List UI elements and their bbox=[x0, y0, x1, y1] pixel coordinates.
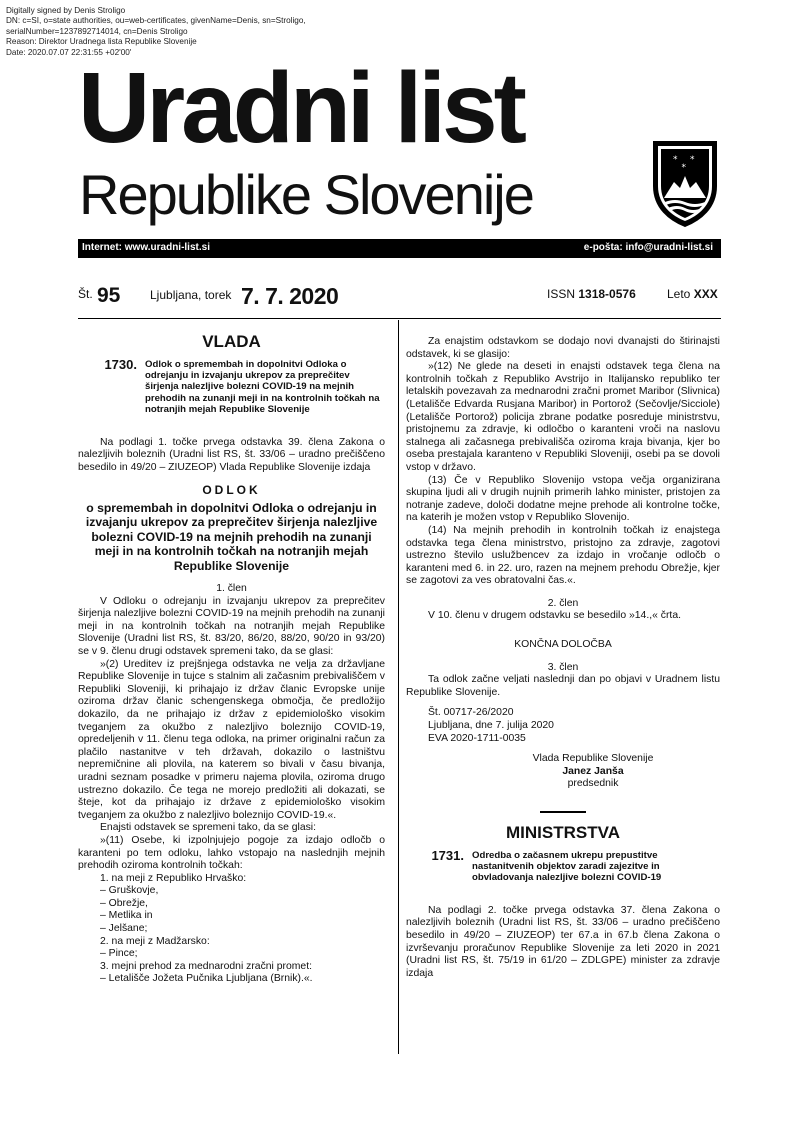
issue-line bbox=[78, 283, 721, 313]
reference-eva: EVA 2020-1711-0035 bbox=[428, 732, 526, 744]
masthead-subtitle: Republike Slovenije bbox=[79, 163, 533, 226]
signature-line: serialNumber=1237892714014, cn=Denis Stroligo bbox=[6, 26, 188, 36]
issue-number: 95 bbox=[97, 284, 121, 307]
spacer bbox=[406, 896, 720, 905]
act-heading bbox=[78, 356, 385, 416]
act-heading bbox=[406, 847, 720, 884]
issue-city-day: Ljubljana, torek bbox=[150, 288, 232, 302]
left-column bbox=[78, 332, 385, 986]
article-heading: 2. člen bbox=[547, 597, 579, 609]
svg-text:*: * bbox=[673, 155, 678, 165]
masthead-contact-bar bbox=[78, 239, 721, 258]
paragraph: Na podlagi 2. točke prvega odstavka 37. člena Zakona o nalezljivih boleznih (Uradni list RS, št. 33/06 – uradno prečiščeno besedilo in 49/20 – ZIUZEOP) ter 67.a in 67.b člena Zakona o izvrševanju proračunov Republike Slovenije za leti 2020 in 2021 (Uradni list RS, št. 75/19 in 61/20 – ZDLGPE) minister za zdravje izdaja bbox=[406, 904, 720, 979]
list-item: – Jelšane; bbox=[100, 923, 148, 935]
signatory-role: predsednik bbox=[567, 778, 619, 790]
paragraph: (13) Če v Republiko Slovenijo vstopa večja organizirana skupina ljudi ali v drugih nujnih primerih lahko minister, pristojen za notranje zadeve, določi dodatne mejne prehode ali kontrolne točke, na katerih je možen vstop v Republiko Slovenijo. bbox=[406, 474, 720, 524]
paragraph: »(12) Ne glede na deseti in enajsti odstavek tega člena na kontrolnih točkah z Republiko Avstrijo in Italijansko republiko ter letalskih povezavah za mednarodni zračni promet Maribor (Slivnica) (Letališče Edvarda Rusjana Maribor) in Portorož (Sečovlje/Sicciole) (Letališče Portorož) policija zbrane podatke posreduje ministrstvu, pristojnemu za zdravje, ki odločbo o karanteni vroči na naslovu stalnega ali začasnega prebivališča oziroma kraja bivanja, kjer bo oseba prestajala karanteno v Republiki Sloveniji, osebi pa se dovoli vstop v državo. bbox=[406, 361, 720, 473]
list-item: 1. na meji z Republiko Hrvaško: bbox=[100, 872, 247, 884]
spacer bbox=[406, 745, 720, 753]
reference-date: Ljubljana, dne 7. julija 2020 bbox=[428, 720, 554, 732]
issue-number-label: Št. bbox=[78, 287, 93, 301]
list-item: – Gruškovje, bbox=[100, 885, 159, 897]
paragraph: Za enajstim odstavkom se dodajo novi dvanajsti do štirinajsti odstavek, ki se glasijo: bbox=[406, 336, 720, 360]
signature-line: Digitally signed by Denis Stroligo bbox=[6, 6, 126, 15]
year-volume bbox=[667, 287, 718, 301]
paragraph: (14) Na mejnih prehodih in kontrolnih točkah iz enajstega odstavka tega člena ministrstvo, pristojno za zdravje, zagotovi ustrezno število uslužbencev za izdajo in vročanje odločb o karanteni med 6. in 22. uro, razen na mejnem prehodu Obrežje, kjer se zagotovi za ves obratovalni čas.«. bbox=[406, 524, 720, 587]
issn-value: 1318-0576 bbox=[578, 287, 636, 301]
list-item: 2. na meji z Madžarsko: bbox=[100, 935, 210, 947]
signature-line: DN: c=SI, o=state authorities, ou=web-certificates, givenName=Denis, sn=Stroligo, bbox=[6, 16, 306, 26]
slovenia-coat-of-arms-icon bbox=[650, 138, 720, 228]
issn bbox=[547, 287, 636, 301]
act-number: 1731. bbox=[431, 847, 464, 863]
act-title: Odredba o začasnem ukrepu prepustitve nastanitvenih objektov zaradi zajezitve in obvladovanja nalezljive bolezni COVID-19 bbox=[472, 849, 662, 884]
signatory-name: Janez Janša bbox=[562, 765, 624, 777]
svg-text:*: * bbox=[690, 155, 695, 165]
issn-label: ISSN bbox=[547, 287, 576, 301]
article-heading: 3. člen bbox=[547, 661, 579, 673]
section-rule bbox=[540, 811, 586, 813]
reference-number: Št. 00717-26/2020 bbox=[428, 707, 514, 719]
final-provision-heading: KONČNA DOLOČBA bbox=[514, 639, 612, 651]
list-item: – Obrežje, bbox=[100, 897, 148, 909]
act-title: Odlok o spremembah in dopolnitvi Odloka o odrejanju in izvajanju ukrepov za preprečitev širjenja nalezljive bolezni COVID-19 na mejnih prehodih na zunanji meji in na kontrolnih točkah na notranjih mejah Republike Slovenije bbox=[145, 358, 380, 416]
issue-date: 7. 7. 2020 bbox=[241, 283, 339, 309]
odlok-heading: ODLOK bbox=[202, 483, 261, 498]
list-item: 3. mejni prehod za mednarodni zračni promet: bbox=[100, 960, 312, 972]
column-divider bbox=[398, 320, 399, 1054]
odlok-subtitle: o spremembah in dopolnitvi Odloka o odrejanju in izvajanju ukrepov za preprečitev širjenja nalezljive bolezni COVID-19 na mejnih prehodih na zunanji meji in na kontrolnih točkah na notranjih mejah Republike Slovenije bbox=[85, 501, 378, 573]
paragraph: Enajsti odstavek se spremeni tako, da se glasi: bbox=[100, 822, 317, 834]
section-heading: MINISTRSTVA bbox=[506, 823, 620, 842]
paragraph: Ta odlok začne veljati naslednji dan po objavi v Uradnem listu Republike Slovenije. bbox=[406, 674, 720, 698]
preamble: Na podlagi 1. točke prvega odstavka 39. člena Zakona o nalezljivih boleznih (Uradni list RS, št. 33/06 – uradno prečiščeno besedilo in 49/20 – ZIUZEOP) Vlada Republike Slovenije izdaja bbox=[78, 436, 385, 473]
header-divider bbox=[78, 318, 721, 319]
paragraph: V 10. členu v drugem odstavku se besedilo »14.,« črta. bbox=[428, 610, 681, 622]
email-link[interactable]: e-pošta: info@uradni-list.si bbox=[583, 242, 713, 253]
signature-line: Reason: Direktor Uradnega lista Republike Slovenije bbox=[6, 37, 197, 47]
digital-signature-block bbox=[6, 6, 306, 58]
svg-text:*: * bbox=[681, 163, 686, 173]
article-heading: 1. člen bbox=[216, 583, 247, 595]
section-heading: VLADA bbox=[202, 332, 261, 351]
spacer bbox=[78, 428, 385, 437]
list-item: – Letališče Jožeta Pučnika Ljubljana (Brnik).«. bbox=[100, 973, 313, 985]
leto-value: XXX bbox=[693, 287, 718, 301]
paragraph: »(2) Ureditev iz prejšnjega odstavka ne velja za državljane Republike Slovenije in tujce s stalnim ali začasnim prebivališčem v Republiki Sloveniji, ki prihajajo iz držav članic Evropske unije oziroma držav članic schengenskega območja, če predložijo dokazilo, da ne prihajajo iz držav z epidemiološko visokim tveganjem za okužbo z nalezljivo boleznijo COVID-19, opredeljenih v 11. členu tega odloka, na primer originalni račun za plačilo nastanitve v teh državah, dokazilo o lastništvu nepremičnine ali plovila, na katerem so bivali v času bivanja, uradni seznam posadke v primeru najema plovila, oziroma drugo ustrezno dokazilo. Če tega ne morejo predložiti ali dokazati, se šteje, kot da prihajajo iz države z epidemiološko visokim tveganjem za okužbo z nalezljivo boleznijo COVID-19.«. bbox=[78, 658, 385, 821]
list-item: – Pince; bbox=[100, 948, 138, 960]
list-item: – Metlika in bbox=[100, 910, 153, 922]
act-number: 1730. bbox=[104, 356, 137, 372]
signature-line: Date: 2020.07.07 22:31:55 +02'00' bbox=[6, 47, 132, 57]
internet-link[interactable]: Internet: www.uradni-list.si bbox=[82, 242, 210, 253]
masthead-title: Uradni list bbox=[78, 52, 523, 164]
signatory-organization: Vlada Republike Slovenije bbox=[532, 753, 654, 765]
leto-label: Leto bbox=[667, 287, 691, 301]
paragraph: »(11) Osebe, ki izpolnjujejo pogoje za izdajo odločb o karanteni po tem odloku, lahko vstopajo na naslednjih mejnih prehodih oziroma kontrolnih točkah: bbox=[78, 834, 385, 872]
paragraph: V Odloku o odrejanju in izvajanju ukrepov za preprečitev širjenja nalezljive bolezni COVID-19 na mejnih prehodih na zunanji meji in na kontrolnih točkah na notranjih mejah Republike Slovenije (Uradni list RS, št. 83/20, 86/20, 88/20, 90/20 in 93/20) se v 9. členu drugi odstavek spremeni tako, da se glasi: bbox=[78, 595, 385, 657]
right-column bbox=[406, 336, 720, 980]
